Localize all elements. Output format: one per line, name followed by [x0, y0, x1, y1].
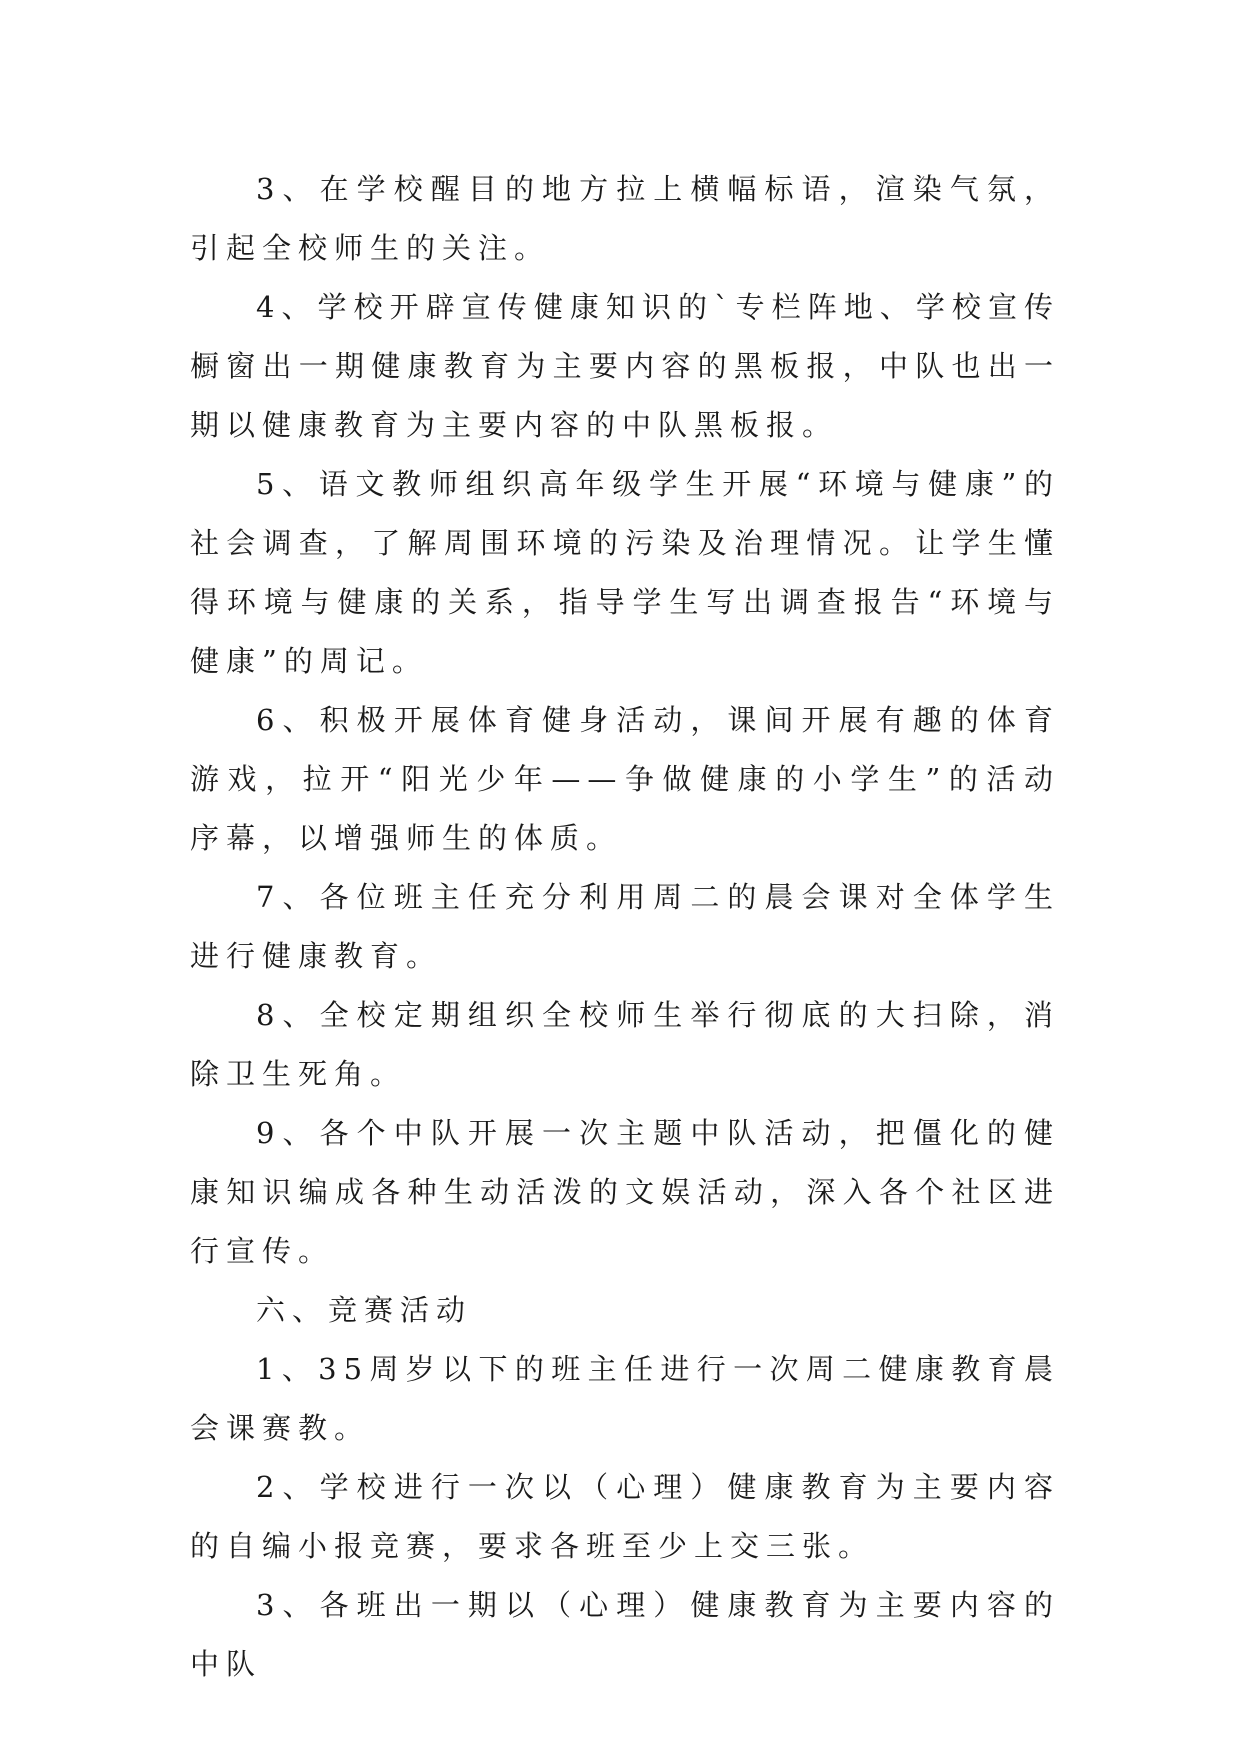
- paragraph-item-8-cleaning: 8、全校定期组织全校师生举行彻底的大扫除，消除卫生死角。: [190, 998, 1060, 1091]
- document-body: [190, 160, 1060, 1694]
- paragraph-item-5-survey: 5、语文教师组织高年级学生开展“环境与健康”的社会调查，了解周围环境的污染及治理情况。让学生懂得环境与健康的关系，指导学生写出调查报告“环境与健康”的周记。: [190, 467, 1060, 678]
- paragraph-item-3-banner: 3、在学校醒目的地方拉上横幅标语，渲染气氛，引起全校师生的关注。: [190, 172, 1060, 265]
- paragraph-competition-2: 2、学校进行一次以（心理）健康教育为主要内容的自编小报竞赛，要求各班至少上交三张。: [190, 1470, 1060, 1563]
- section-heading-competition: 六、竞赛活动: [256, 1293, 473, 1327]
- paragraph-item-7-morning-class: 7、各位班主任充分利用周二的晨会课对全体学生进行健康教育。: [190, 880, 1060, 973]
- paragraph-item-4-blackboard: 4、学校开辟宣传健康知识的`专栏阵地、学校宣传橱窗出一期健康教育为主要内容的黑板报，中队也出一期以健康教育为主要内容的中队黑板报。: [190, 290, 1060, 442]
- paragraph-competition-3: 3、各班出一期以（心理）健康教育为主要内容的中队: [190, 1588, 1060, 1681]
- paragraph-item-6-sports: 6、积极开展体育健身活动，课间开展有趣的体育游戏，拉开“阳光少年——争做健康的小学生”的活动序幕，以增强师生的体质。: [190, 703, 1060, 855]
- paragraph-item-9-squad-activity: 9、各个中队开展一次主题中队活动，把僵化的健康知识编成各种生动活泼的文娱活动，深入各个社区进行宣传。: [190, 1116, 1060, 1268]
- paragraph-competition-1: 1、35周岁以下的班主任进行一次周二健康教育晨会课赛教。: [190, 1352, 1060, 1445]
